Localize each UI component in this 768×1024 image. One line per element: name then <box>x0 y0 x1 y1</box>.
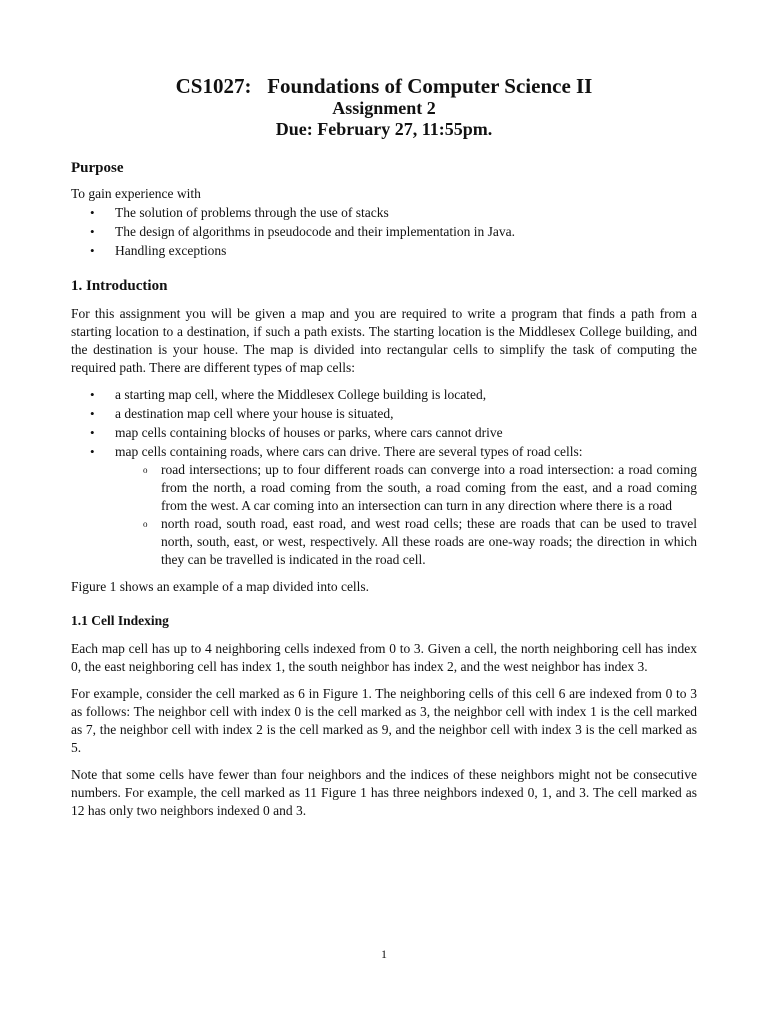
due-date: Due: February 27, 11:55pm. <box>275 119 493 139</box>
list-item: • Handling exceptions <box>71 241 697 260</box>
purpose-heading: Purpose <box>71 160 124 176</box>
figure-note: Figure 1 shows an example of a map divided into cells. <box>71 579 370 594</box>
road-cell-types-list <box>71 461 697 569</box>
page-number: 1 <box>381 947 387 961</box>
cell-indexing-paragraph-1: Each map cell has up to 4 neighboring cells indexed from 0 to 3. Given a cell, the north neighboring cell has index 0, the east neighboring cell has index 1, the south neighbor has index 2, and the west neighbor has index 3. <box>71 641 697 674</box>
introduction-paragraph: For this assignment you will be given a map and you are required to write a program that finds a path from a starting location to a destination, if such a path exists. The starting location is the Middlesex College building, and the destination is your house. The map is divided into rectangular cells to simplify the task of computing the required path. There are different types of map cells: <box>71 306 697 375</box>
purpose-list <box>71 203 697 260</box>
list-item: • a destination map cell where your house is situated, <box>71 404 697 423</box>
cell-indexing-paragraph-2: For example, consider the cell marked as 6 in Figure 1. The neighboring cells of this cell 6 are indexed from 0 to 3 as follows: The neighbor cell with index 0 is the cell marked as 3, the neighbor cell with index 1 is the cell marked as 7, the neighbor cell with index 2 is the cell marked as 9, and the neighbor cell with index 3 is the cell marked as 5. <box>71 686 697 755</box>
document-header <box>71 0 697 140</box>
purpose-section <box>71 158 697 260</box>
sub-list-item: o road intersections; up to four different roads can converge into a road intersection: a road coming from the north, a road coming from the south, a road coming from the east, and a road coming from the west. A car coming into an intersection can turn in any direction where there is a road <box>115 461 697 515</box>
assignment-title: Assignment 2 <box>332 98 436 118</box>
course-title: CS1027: Foundations of Computer Science II <box>175 74 593 98</box>
list-item-text: map cells containing roads, where cars can drive. There are several types of road cells: <box>115 444 583 459</box>
introduction-section <box>71 276 697 596</box>
cell-indexing-section <box>71 611 697 820</box>
map-cell-types-list <box>71 385 697 461</box>
sub-list-item: o north road, south road, east road, and west road cells; these are roads that can be used to travel north, south, east, or west, respectively. All these roads are one-way roads; the direction in which they can be travelled is indicated in the road cell. <box>115 515 697 569</box>
list-item: • map cells containing blocks of houses or parks, where cars cannot drive <box>71 423 697 442</box>
list-item <box>71 442 697 461</box>
purpose-intro: To gain experience with <box>71 186 201 201</box>
list-item: • The solution of problems through the use of stacks <box>71 203 697 222</box>
list-item: • a starting map cell, where the Middlesex College building is located, <box>71 385 697 404</box>
cell-indexing-paragraph-3: Note that some cells have fewer than four neighbors and the indices of these neighbors might not be consecutive numbers. For example, the cell marked as 11 Figure 1 has three neighbors indexed 0, 1, and 3. The cell marked as 12 has only two neighbors indexed 0 and 3. <box>71 767 697 818</box>
list-item: • The design of algorithms in pseudocode and their implementation in Java. <box>71 222 697 241</box>
introduction-heading: 1. Introduction <box>71 278 168 294</box>
cell-indexing-heading: 1.1 Cell Indexing <box>71 613 169 628</box>
